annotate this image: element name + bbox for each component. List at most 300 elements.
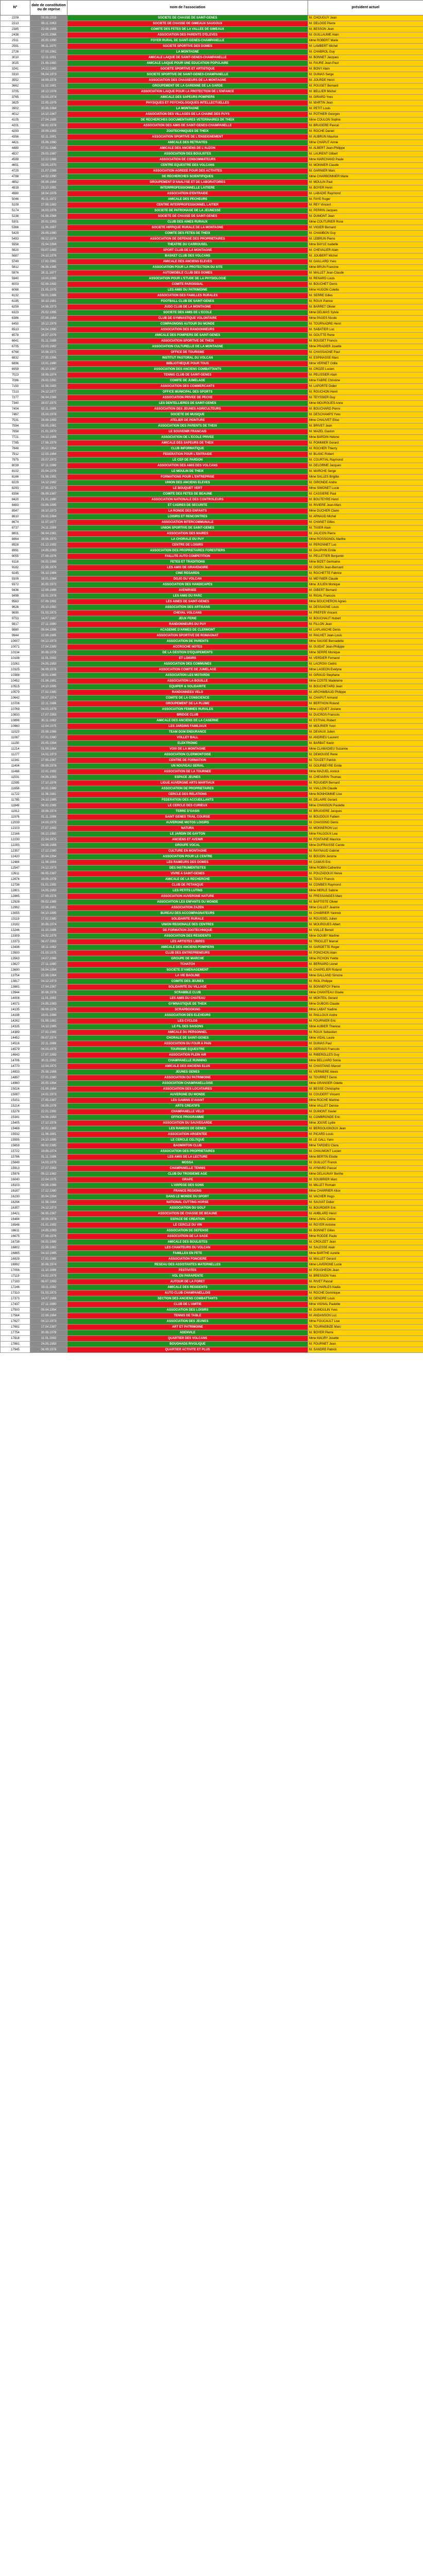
- row-date: 30.11.1982: [30, 1058, 67, 1064]
- row-president: M. LAPORTE Didier: [308, 384, 423, 389]
- row-date: 24.12.1977: [30, 389, 67, 395]
- row-date: 11.06.1981: [30, 792, 67, 798]
- row-association-name: ART ET PATRIMOINE: [67, 1325, 308, 1330]
- table-row: [1, 185, 423, 191]
- row-president: Mme DELMAS Sylvie: [308, 310, 423, 316]
- table-row: [1, 1155, 423, 1160]
- row-date: 22.06.1979: [30, 565, 67, 571]
- table-row: [1, 1149, 423, 1155]
- table-row: [1, 1257, 423, 1262]
- row-number: 8737: [1, 526, 30, 531]
- table-row: [1, 798, 423, 803]
- table-row: [1, 134, 423, 140]
- row-date: 07.06.1991: [30, 599, 67, 605]
- row-association-name: ASSOCIATION DES ELEVEURS: [67, 1013, 308, 1019]
- row-number: 4852: [1, 180, 30, 185]
- row-date: 27.04.1985: [30, 117, 67, 123]
- row-president: M. FILLON Jean: [308, 622, 423, 628]
- row-date: 22.08.1984: [30, 1313, 67, 1319]
- row-number: 9118: [1, 560, 30, 565]
- row-date: 04.12.1973: [30, 639, 67, 645]
- row-president: Mme LABAT Nadine: [308, 1007, 423, 1013]
- row-number: 13500: [1, 951, 30, 956]
- row-number: 11976: [1, 815, 30, 820]
- row-president: M. CHABROL Guy: [308, 49, 423, 55]
- table-row: [1, 990, 423, 996]
- table-row: [1, 38, 423, 44]
- row-date: 22.05.1979: [30, 100, 67, 106]
- row-president: M. LAPLANCHE Denis: [308, 628, 423, 633]
- row-association-name: ASSOCIATION SPORTIVE DE ROMAGNAT: [67, 633, 308, 639]
- table-row: [1, 775, 423, 781]
- row-date: 18.01.1984: [30, 577, 67, 582]
- row-date: 04.10.1995: [30, 1251, 67, 1257]
- table-row: [1, 1228, 423, 1234]
- row-association-name: AMICALE DES ANCIENS POMPIERS: [67, 945, 308, 951]
- row-number: 14897: [1, 1075, 30, 1081]
- row-number: 17119: [1, 1274, 30, 1279]
- row-number: 9944: [1, 633, 30, 639]
- row-date: 30.02.1989: [30, 1126, 67, 1132]
- table-row: [1, 1166, 423, 1172]
- row-president: M. MARTIN Jean: [308, 100, 423, 106]
- row-association-name: LES CHANTEURS DU VOLCAN: [67, 1245, 308, 1251]
- table-row: [1, 1347, 423, 1353]
- table-row: [1, 582, 423, 588]
- row-date: 14.01.1973: [30, 1092, 67, 1098]
- row-number: 17373: [1, 1296, 30, 1302]
- row-association-name: ASSOCIATION DES PROPRIETAIRES FORESTIERS: [67, 548, 308, 554]
- row-president: M. GUIDAT Jean-Philippe: [308, 645, 423, 650]
- row-number: 2591: [1, 44, 30, 49]
- table-row: [1, 367, 423, 372]
- row-association-name: ASSOCIATION AGREEE POUR DES ACTIVITES: [67, 168, 308, 174]
- row-association-name: SPORT CLUB DE LA MONTAGNE: [67, 248, 308, 253]
- row-date: 14.05.1983: [30, 548, 67, 554]
- row-president: Mme DUFRAISSE Carole: [308, 843, 423, 849]
- table-row: [1, 333, 423, 338]
- row-date: 14.07.1988: [30, 956, 67, 962]
- table-row: [1, 752, 423, 758]
- row-president: Mme MAZUEL Annick: [308, 769, 423, 775]
- row-president: Mme DELAUNAY Berthe: [308, 1172, 423, 1177]
- row-president: Mme HUGON Colette: [308, 287, 423, 293]
- row-association-name: OFFICE PROGRAMME: [67, 1115, 308, 1121]
- row-association-name: JEUNES GENES: [67, 1070, 308, 1075]
- table-row: [1, 769, 423, 775]
- row-number: 14579: [1, 1047, 30, 1053]
- row-association-name: ASSOCIATION CLERMONTOISE: [67, 752, 308, 758]
- table-row: [1, 973, 423, 979]
- row-number: 12738: [1, 883, 30, 888]
- row-president: M. ROCHETTE Fabrice: [308, 571, 423, 577]
- row-association-name: ZOOTECHNIQUES DE THEIX: [67, 129, 308, 134]
- row-date: 14.06.1973: [30, 304, 67, 310]
- row-president: M. BONY Alain: [308, 66, 423, 72]
- table-row: [1, 412, 423, 418]
- row-date: 28.11.1977: [30, 270, 67, 276]
- row-number: 10261: [1, 662, 30, 667]
- row-number: 17818: [1, 1336, 30, 1342]
- row-president: M. CHEVARIN Thomas: [308, 775, 423, 781]
- row-president: Mme SAUGE Bernadette: [308, 639, 423, 645]
- table-row: [1, 15, 423, 21]
- row-president: M. ROYER Antoine: [308, 1223, 423, 1228]
- row-association-name: ASSOCIATION LA BOUILLE: [67, 679, 308, 684]
- table-row: [1, 78, 423, 83]
- row-number: 7721: [1, 435, 30, 440]
- row-association-name: ACCROCHE NOTES: [67, 645, 308, 650]
- row-association-name: GROUPEMENT DE LA GARENNE DE LA GARDE: [67, 83, 308, 89]
- row-president: Mme LAVERGNE Lucie: [308, 1262, 423, 1268]
- row-association-name: AMICALE DES ANCIENS DE L'AUZON: [67, 146, 308, 151]
- row-number: 11277: [1, 752, 30, 758]
- table-row: [1, 611, 423, 616]
- row-president: M. PETIT Louis: [308, 106, 423, 112]
- table-row: [1, 474, 423, 480]
- row-date: 21.05.1975: [30, 287, 67, 293]
- row-number: 2726: [1, 49, 30, 55]
- row-association-name: FESTIVITES: [67, 1268, 308, 1274]
- row-association-name: ASSOCIATION DES RESIDENTS: [67, 934, 308, 939]
- row-number: 6259: [1, 304, 30, 310]
- header-name: nom de l'association: [67, 1, 308, 15]
- row-association-name: ASSOCIATION DES HANDICAPES: [67, 582, 308, 588]
- row-number: 14516: [1, 1041, 30, 1047]
- row-date: 13.03.1989: [30, 276, 67, 282]
- table-row: [1, 956, 423, 962]
- table-row: [1, 236, 423, 242]
- row-date: 02.11.1985: [30, 406, 67, 412]
- row-number: 10071: [1, 645, 30, 650]
- row-number: 13246: [1, 928, 30, 934]
- row-association-name: ESPACE DE CREATION: [67, 1217, 308, 1223]
- row-association-name: ASSOCIATION DES JEUNES: [67, 1319, 308, 1325]
- row-president: M. GERVAIS Francois: [308, 1047, 423, 1053]
- row-date: 30.05.1972: [30, 582, 67, 588]
- table-row: [1, 89, 423, 95]
- table-row: [1, 883, 423, 888]
- row-president: M. BAPTISTE Olivier: [308, 900, 423, 905]
- row-number: 12484: [1, 860, 30, 866]
- row-date: 22.11.1986: [30, 701, 67, 707]
- row-association-name: CENTRE INTERPROFESSIONNEL LAITIER: [67, 202, 308, 208]
- row-association-name: CENTRE EQUESTRE DES VOLCANS: [67, 163, 308, 168]
- table-row: [1, 321, 423, 327]
- row-number: 10198: [1, 656, 30, 662]
- row-number: 2438: [1, 32, 30, 38]
- row-president: M. BERGOUGNOUX Jean: [308, 1126, 423, 1132]
- row-number: 15976: [1, 1172, 30, 1177]
- table-row: [1, 922, 423, 928]
- row-number: 14008: [1, 996, 30, 1002]
- row-number: 5558: [1, 242, 30, 248]
- row-number: 11912: [1, 809, 30, 815]
- table-row: [1, 61, 423, 66]
- row-date: 20.10.1982: [30, 605, 67, 611]
- row-president: M. DEMOUGE Rene: [308, 752, 423, 758]
- row-number: 4356: [1, 134, 30, 140]
- row-association-name: FAMILLES EN FETE: [67, 1251, 308, 1257]
- row-number: 7277: [1, 395, 30, 401]
- row-number: 16294: [1, 1200, 30, 1206]
- row-president: M. CHAUMONT Lucien: [308, 1149, 423, 1155]
- table-row: [1, 599, 423, 605]
- row-date: 14.01.1966: [30, 32, 67, 38]
- row-association-name: ATELIER DE PEINTURE: [67, 418, 308, 423]
- table-row: [1, 208, 423, 214]
- row-number: 10388: [1, 673, 30, 679]
- row-date: 30.04.1994: [30, 1194, 67, 1200]
- row-number: 17945: [1, 1347, 30, 1353]
- row-date: 04.12.1973: [30, 1319, 67, 1325]
- row-number: 3705: [1, 89, 30, 95]
- row-number: 3552: [1, 78, 30, 83]
- row-date: 04.03.1979: [30, 1047, 67, 1053]
- row-number: 14706: [1, 1058, 30, 1064]
- row-president: M. PAILLOUX Andre: [308, 1013, 423, 1019]
- row-association-name: LE CEP DE PARDON: [67, 457, 308, 463]
- row-date: 16.10.1973: [30, 509, 67, 514]
- row-date: 01.09.1984: [30, 747, 67, 752]
- row-number: 10642: [1, 696, 30, 701]
- row-date: 19.01.1988: [30, 1013, 67, 1019]
- row-president: M. DELORME Jacques: [308, 463, 423, 469]
- row-number: 6132: [1, 293, 30, 299]
- row-date: 30.10.1981: [30, 299, 67, 304]
- table-row: [1, 701, 423, 707]
- table-row: [1, 1342, 423, 1347]
- row-date: 11.08.1984: [30, 860, 67, 866]
- row-association-name: ASSOCIATION DES FAMILLES RURALES: [67, 293, 308, 299]
- row-association-name: UNION SPORTIVE DE SAINT-GENES: [67, 526, 308, 531]
- row-president: M. LAMBERT Michel: [308, 44, 423, 49]
- row-association-name: VOLLEY BALL: [67, 735, 308, 741]
- table-row: [1, 741, 423, 747]
- table-row: [1, 815, 423, 820]
- row-date: 09.09.1978: [30, 1104, 67, 1109]
- row-association-name: LES DENTELLIERES DE SAINT-GENES: [67, 401, 308, 406]
- row-date: 03.07.1983: [30, 248, 67, 253]
- row-president: M. DEVAUX Julien: [308, 730, 423, 735]
- row-date: 24.12.1973: [30, 1206, 67, 1211]
- row-date: 01.12.1992: [30, 543, 67, 548]
- table-row: [1, 531, 423, 537]
- table-row: [1, 1013, 423, 1019]
- row-president: M. BOUCHETARD Jean: [308, 684, 423, 690]
- row-president: Mme LAVAL Celine: [308, 1217, 423, 1223]
- row-date: 06.09.1976: [30, 1347, 67, 1353]
- row-number: 12039: [1, 820, 30, 826]
- table-row: [1, 684, 423, 690]
- table-row: [1, 979, 423, 985]
- row-date: 12.04.1975: [30, 1064, 67, 1070]
- table-row: [1, 894, 423, 900]
- row-date: 24.10.1978: [30, 253, 67, 259]
- row-date: 22.01.1992: [30, 769, 67, 775]
- row-date: 24.11.1989: [30, 526, 67, 531]
- row-number: 16167: [1, 1189, 30, 1194]
- row-president: M. RIVIERE Jean-Marc: [308, 503, 423, 509]
- row-president: M. PICARD Louis: [308, 1132, 423, 1138]
- table-row: [1, 1143, 423, 1149]
- row-date: 14.12.1982: [30, 480, 67, 486]
- row-president: M. BOUCHET Denis: [308, 282, 423, 287]
- table-row: [1, 191, 423, 197]
- row-number: 15786: [1, 1155, 30, 1160]
- row-number: 12992: [1, 905, 30, 911]
- row-president: Mme CHARBONNIER Marie: [308, 174, 423, 180]
- row-number: 13817: [1, 979, 30, 985]
- table-row: [1, 985, 423, 990]
- table-row: [1, 389, 423, 395]
- row-association-name: ASSOCIATION DES PARENTS DE THEIX: [67, 423, 308, 429]
- row-association-name: DE FORMATION ZOOTECHNIQUE: [67, 928, 308, 934]
- table-row: [1, 463, 423, 469]
- row-president: M. ARCHIMBAUD Philippe: [308, 690, 423, 696]
- row-association-name: NATURA: [67, 826, 308, 832]
- row-number: 3765: [1, 95, 30, 100]
- row-number: 8991: [1, 548, 30, 554]
- row-association-name: AMICALE DES RESIDENTS: [67, 1285, 308, 1291]
- table-row: [1, 622, 423, 628]
- row-association-name: ASSOCIATION CHAMPANELLOISE: [67, 1081, 308, 1087]
- table-row: [1, 605, 423, 611]
- table-row: [1, 866, 423, 871]
- row-association-name: CLUB INFORMATIQUE: [67, 446, 308, 452]
- row-number: 15024: [1, 1087, 30, 1092]
- row-association-name: LES AMIS DU PATRIMOINE: [67, 287, 308, 293]
- row-president: M. VIGIER Bernard: [308, 225, 423, 231]
- row-number: 15913: [1, 1166, 30, 1172]
- table-row: [1, 656, 423, 662]
- table-row: [1, 1251, 423, 1257]
- row-association-name: VIVRE A SAINT-GENES: [67, 871, 308, 877]
- row-date: 06.07.1993: [30, 1279, 67, 1285]
- table-row: [1, 1223, 423, 1228]
- table-row: [1, 951, 423, 956]
- row-date: 01.03.1975: [30, 951, 67, 956]
- row-president: M. MAZEL Gaston: [308, 429, 423, 435]
- row-president: M. GARDETTE Roger: [308, 945, 423, 951]
- table-row: [1, 1296, 423, 1302]
- table-row: [1, 423, 423, 429]
- row-date: 06.05.1987: [30, 1211, 67, 1217]
- row-date: 17.02.1985: [30, 917, 67, 922]
- row-association-name: ET LOISIRS: [67, 656, 308, 662]
- table-row: [1, 747, 423, 752]
- row-number: 7404: [1, 406, 30, 412]
- row-date: 11.01.1992: [30, 1336, 67, 1342]
- table-row: [1, 1007, 423, 1013]
- row-date: 09.08.1918: [30, 15, 67, 21]
- row-president: Mme CHANTEAU Gisele: [308, 990, 423, 996]
- row-association-name: ASSOCIATION DE CONSOMMATEURS: [67, 157, 308, 163]
- table-row: [1, 1302, 423, 1308]
- row-number: 16675: [1, 1234, 30, 1240]
- row-date: 02.08.1992: [30, 282, 67, 287]
- table-row: [1, 968, 423, 973]
- row-number: 3310: [1, 72, 30, 78]
- row-president: M. DUCROS Francois: [308, 713, 423, 718]
- row-number: 11214: [1, 747, 30, 752]
- row-association-name: JEUX FERIE: [67, 616, 308, 622]
- row-president: Mme VIDAL Laure: [308, 1036, 423, 1041]
- row-president: M. MOURGUES Albert: [308, 922, 423, 928]
- row-date: 06.04.1981: [30, 531, 67, 537]
- table-row: [1, 202, 423, 208]
- row-association-name: ELEKTRONIC: [67, 741, 308, 747]
- row-date: 24.02.1979: [30, 934, 67, 939]
- table-row: [1, 996, 423, 1002]
- row-number: 13690: [1, 968, 30, 973]
- row-number: 9880: [1, 628, 30, 633]
- row-date: 06.05.1987: [30, 871, 67, 877]
- table-row: [1, 543, 423, 548]
- row-president: M. BONNET Jacques: [308, 55, 423, 61]
- row-association-name: QUARTIER DES VOLCANS: [67, 1336, 308, 1342]
- row-association-name: AUVERGNE DU MONDE: [67, 1092, 308, 1098]
- table-row: [1, 1240, 423, 1245]
- row-number: 11023: [1, 730, 30, 735]
- row-president: M. BRIVET Jean: [308, 423, 423, 429]
- row-number: 11341: [1, 758, 30, 764]
- row-date: 11.05.1987: [30, 225, 67, 231]
- row-president: M. FAYE Roger: [308, 197, 423, 202]
- row-number: 17246: [1, 1285, 30, 1291]
- row-president: M. COMBRONDE Eric: [308, 1115, 423, 1121]
- row-date: 01.11.1986: [30, 1155, 67, 1160]
- table-row: [1, 707, 423, 713]
- table-row: [1, 826, 423, 832]
- table-row: [1, 724, 423, 730]
- row-date: 15.04.1994: [30, 242, 67, 248]
- row-date: 01.11.1986: [30, 815, 67, 820]
- row-number: 16484: [1, 1217, 30, 1223]
- row-association-name: ASSOCIATION ZAZEN: [67, 905, 308, 911]
- row-number: 9690: [1, 611, 30, 616]
- row-association-name: INTERPROFESSIONNELLE LAITIERE: [67, 185, 308, 191]
- row-president: M. MOURIER Yvon: [308, 724, 423, 730]
- row-president: M. LACROIX Cedric: [308, 662, 423, 667]
- table-row: [1, 310, 423, 316]
- row-number: 16865: [1, 1251, 30, 1257]
- row-president: Mme SIMONET Lucie: [308, 486, 423, 492]
- row-president: M. VERDIER Fernand: [308, 656, 423, 662]
- row-date: 08.12.1974: [30, 236, 67, 242]
- row-president: M. LAURENT Gilbert: [308, 151, 423, 157]
- row-date: 24.10.1995: [30, 1138, 67, 1143]
- row-association-name: AUVERGNE MOTOS LOISIRS: [67, 820, 308, 826]
- table-row: [1, 616, 423, 622]
- table-row: [1, 180, 423, 185]
- row-date: 29.02.1992: [30, 378, 67, 384]
- row-association-name: CERCLE DES RELATIONS: [67, 792, 308, 798]
- table-row: [1, 355, 423, 361]
- table-row: [1, 49, 423, 55]
- row-date: 17.12.1980: [30, 1189, 67, 1194]
- table-row: [1, 1291, 423, 1296]
- row-date: 19.09.1978: [30, 877, 67, 883]
- table-row: [1, 1036, 423, 1041]
- row-date: 01.06.1981: [30, 1019, 67, 1024]
- table-row: [1, 1104, 423, 1109]
- table-row: [1, 338, 423, 344]
- row-number: 8420: [1, 497, 30, 503]
- row-president: M. MALLET Jean-Claude: [308, 270, 423, 276]
- row-date: 01.01.1992: [30, 883, 67, 888]
- row-date: 19.09.1983: [30, 129, 67, 134]
